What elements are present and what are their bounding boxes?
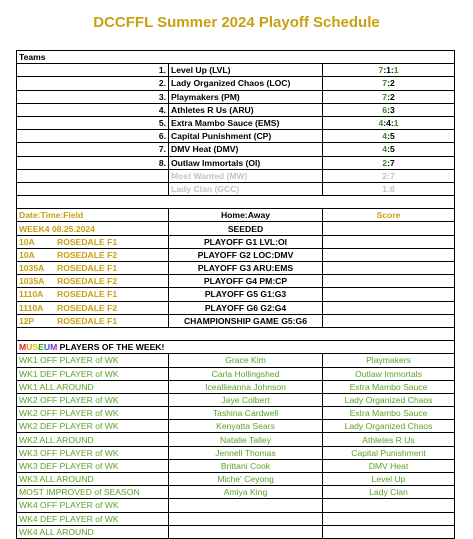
eliminated-team-row [17, 169, 455, 182]
team-record: 4:5 [323, 143, 455, 156]
blank-row [17, 196, 455, 209]
record-l: 2 [389, 78, 395, 89]
award-team: Extra Mambo Sauce [323, 407, 455, 420]
eliminated-team-record: 2:7 [323, 169, 455, 182]
game-score [323, 275, 455, 288]
award-row [17, 459, 455, 472]
award-player: Jennell Thomas [169, 446, 323, 459]
game-field: ROSEDALE F2 [57, 302, 118, 313]
team-rank: 8. [17, 156, 169, 169]
award-name: WK4 DEF PLAYER of WK [17, 512, 169, 525]
game-score [323, 235, 455, 248]
eliminated-team-name: Lady Clan (GCC) [169, 182, 323, 195]
match-header: Home:Away [169, 209, 323, 222]
game-row [17, 235, 455, 248]
museum-letter: U [43, 342, 51, 353]
record-w: 7 [382, 78, 388, 89]
record-l: 3 [389, 104, 395, 115]
eliminated-team-row [17, 182, 455, 195]
game-time: 1110A [19, 302, 44, 313]
award-row [17, 393, 455, 406]
award-name: WK3 OFF PLAYER of WK [17, 446, 169, 459]
award-team: Playmakers [323, 354, 455, 367]
award-player: Kenyatta Sears [169, 420, 323, 433]
week-status: SEEDED [169, 222, 323, 235]
museum-header-suffix: PLAYERS OF THE WEEK! [57, 342, 165, 353]
team-row [17, 77, 455, 90]
award-player: Miche' Ceyong [169, 473, 323, 486]
game-row [17, 301, 455, 314]
museum-letter: E [38, 342, 44, 353]
award-team: Lady Clan [323, 486, 455, 499]
award-player: Jaye Colbert [169, 393, 323, 406]
game-field: ROSEDALE F1 [57, 263, 118, 274]
award-team: Athletes R Us [323, 433, 455, 446]
award-player: Natalie Talley [169, 433, 323, 446]
game-field: ROSEDALE F2 [57, 276, 118, 287]
team-record: 4:4:1 [323, 116, 455, 129]
record-w: 2 [382, 157, 388, 168]
award-row [17, 367, 455, 380]
game-row [17, 314, 455, 327]
team-rank: 6. [17, 130, 169, 143]
award-team [323, 525, 455, 538]
game-score [323, 288, 455, 301]
team-rank: 3. [17, 90, 169, 103]
team-record: 7:2 [323, 90, 455, 103]
game-field: ROSEDALE F1 [57, 289, 118, 300]
record-l: 4 [386, 118, 391, 129]
team-name: Outlaw Immortals (OI) [169, 156, 323, 169]
game-matchup: PLAYOFF G4 PM:CP [169, 275, 323, 288]
empty [323, 222, 455, 235]
record-t: 1 [393, 65, 399, 76]
eliminated-team-record: 1:8 [323, 182, 455, 195]
award-player: Grace Kim [169, 354, 323, 367]
game-field: ROSEDALE F1 [57, 315, 118, 326]
record-w: 7 [378, 65, 384, 76]
team-row [17, 64, 455, 77]
team-name: Lady Organized Chaos (LOC) [169, 77, 323, 90]
museum-letter: U [26, 342, 33, 353]
game-matchup: PLAYOFF G1 LVL:OI [169, 235, 323, 248]
award-name: WK3 ALL AROUND [17, 473, 169, 486]
award-name: WK4 ALL AROUND [17, 525, 169, 538]
museum-header [17, 341, 455, 354]
award-team: Capital Punishment [323, 446, 455, 459]
game-when [17, 288, 169, 301]
game-matchup: CHAMPIONSHIP GAME G5:G6 [169, 314, 323, 327]
record-l: 1 [386, 65, 391, 76]
award-team: Outlaw Immortals [323, 367, 455, 380]
award-team: Lady Organized Chaos [323, 420, 455, 433]
award-row [17, 512, 455, 525]
team-rank: 1. [17, 64, 169, 77]
team-rank: 4. [17, 103, 169, 116]
game-row [17, 262, 455, 275]
empty [17, 196, 455, 209]
award-row [17, 525, 455, 538]
record-w: 4 [378, 118, 384, 129]
team-rank: 5. [17, 116, 169, 129]
team-record: 7:1:1 [323, 64, 455, 77]
team-record: 6:3 [323, 103, 455, 116]
museum-letter: S [32, 342, 39, 353]
award-name: WK2 OFF PLAYER of WK [17, 393, 169, 406]
game-field: ROSEDALE F1 [57, 236, 118, 247]
award-name: WK4 OFF PLAYER of WK [17, 499, 169, 512]
award-team: Lady Organized Chaos [323, 393, 455, 406]
eliminated-team-name: Most Wanted (MW) [169, 169, 323, 182]
award-row [17, 433, 455, 446]
game-matchup: PLAYOFF G5 G1:G3 [169, 288, 323, 301]
award-team: Extra Mambo Sauce [323, 380, 455, 393]
game-time: 1035A [19, 263, 45, 274]
game-time: 1110A [19, 289, 44, 300]
score-header: Score [323, 209, 455, 222]
game-matchup: PLAYOFF G2 LOC:DMV [169, 248, 323, 261]
record-w: 4 [382, 144, 388, 155]
award-team: DMV Heat [323, 459, 455, 472]
game-field: ROSEDALE F2 [57, 249, 118, 260]
week-row [17, 222, 455, 235]
team-row [17, 130, 455, 143]
game-when [17, 275, 169, 288]
award-player: Tashina Cardwell [169, 407, 323, 420]
award-row [17, 407, 455, 420]
team-record: 2:7 [323, 156, 455, 169]
record-l: 7 [389, 157, 395, 168]
game-when [17, 248, 169, 261]
award-name: WK2 OFF PLAYER of WK [17, 407, 169, 420]
game-row [17, 248, 455, 261]
team-name: Capital Punishment (CP) [169, 130, 323, 143]
team-name: Athletes R Us (ARU) [169, 103, 323, 116]
award-player: Carla Hollingshed [169, 367, 323, 380]
game-when [17, 262, 169, 275]
museum-header-row [17, 341, 455, 354]
award-row [17, 486, 455, 499]
team-rank: 7. [17, 143, 169, 156]
team-name: DMV Heat (DMV) [169, 143, 323, 156]
team-row [17, 103, 455, 116]
award-row [17, 420, 455, 433]
team-name: Extra Mambo Sauce (EMS) [169, 116, 323, 129]
award-name: WK1 OFF PLAYER of WK [17, 354, 169, 367]
game-matchup: PLAYOFF G6 G2:G4 [169, 301, 323, 314]
museum-letter: M [50, 342, 58, 353]
empty [17, 182, 169, 195]
empty [17, 327, 455, 340]
team-rank: 2. [17, 77, 169, 90]
game-score [323, 314, 455, 327]
award-row [17, 446, 455, 459]
award-team [323, 512, 455, 525]
award-row [17, 499, 455, 512]
blank-row [17, 327, 455, 340]
team-row [17, 116, 455, 129]
schedule-header-row [17, 209, 455, 222]
award-name: WK2 ALL AROUND [17, 433, 169, 446]
game-time: 10A [19, 236, 35, 247]
award-player [169, 525, 323, 538]
game-matchup: PLAYOFF G3 ARU:EMS [169, 262, 323, 275]
award-name: WK2 DEF PLAYER of WK [17, 420, 169, 433]
award-player [169, 512, 323, 525]
award-player: Amiya King [169, 486, 323, 499]
team-row [17, 143, 455, 156]
game-score [323, 248, 455, 261]
teams-header: Teams [17, 51, 455, 64]
team-record: 4:5 [323, 130, 455, 143]
week-label: WEEK4 08.25.2024 [17, 222, 169, 235]
game-time: 12P [19, 315, 35, 326]
game-time: 10A [19, 249, 35, 260]
record-w: 4 [382, 131, 388, 142]
record-l: 5 [389, 131, 395, 142]
award-player [169, 499, 323, 512]
award-name: WK3 DEF PLAYER of WK [17, 459, 169, 472]
game-when [17, 314, 169, 327]
record-w: 6 [382, 104, 388, 115]
game-when [17, 301, 169, 314]
team-record: 7:2 [323, 77, 455, 90]
award-team [323, 499, 455, 512]
when-header: Date:Time:Field [17, 209, 169, 222]
team-row [17, 90, 455, 103]
award-name: WK1 ALL AROUND [17, 380, 169, 393]
award-name: WK1 DEF PLAYER of WK [17, 367, 169, 380]
game-when [17, 235, 169, 248]
award-row [17, 473, 455, 486]
award-team: Level Up [323, 473, 455, 486]
award-player: Brittani Cook [169, 459, 323, 472]
record-w: 7 [382, 91, 388, 102]
page-title: DCCFFL Summer 2024 Playoff Schedule [93, 14, 380, 31]
team-name: Playmakers (PM) [169, 90, 323, 103]
game-time: 1035A [19, 276, 45, 287]
game-score [323, 301, 455, 314]
award-row [17, 354, 455, 367]
game-score [323, 262, 455, 275]
award-name: MOST IMPROVED of SEASON [17, 486, 169, 499]
record-t: 1 [393, 118, 399, 129]
empty [17, 169, 169, 182]
record-l: 5 [389, 144, 395, 155]
game-row [17, 275, 455, 288]
schedule-sheet [16, 50, 455, 539]
team-name: Level Up (LVL) [169, 64, 323, 77]
teams-header-row [17, 51, 455, 64]
award-player: Iceallieanna Johnson [169, 380, 323, 393]
team-row [17, 156, 455, 169]
game-row [17, 288, 455, 301]
museum-letter: M [19, 342, 27, 353]
record-l: 2 [389, 91, 395, 102]
award-row [17, 380, 455, 393]
